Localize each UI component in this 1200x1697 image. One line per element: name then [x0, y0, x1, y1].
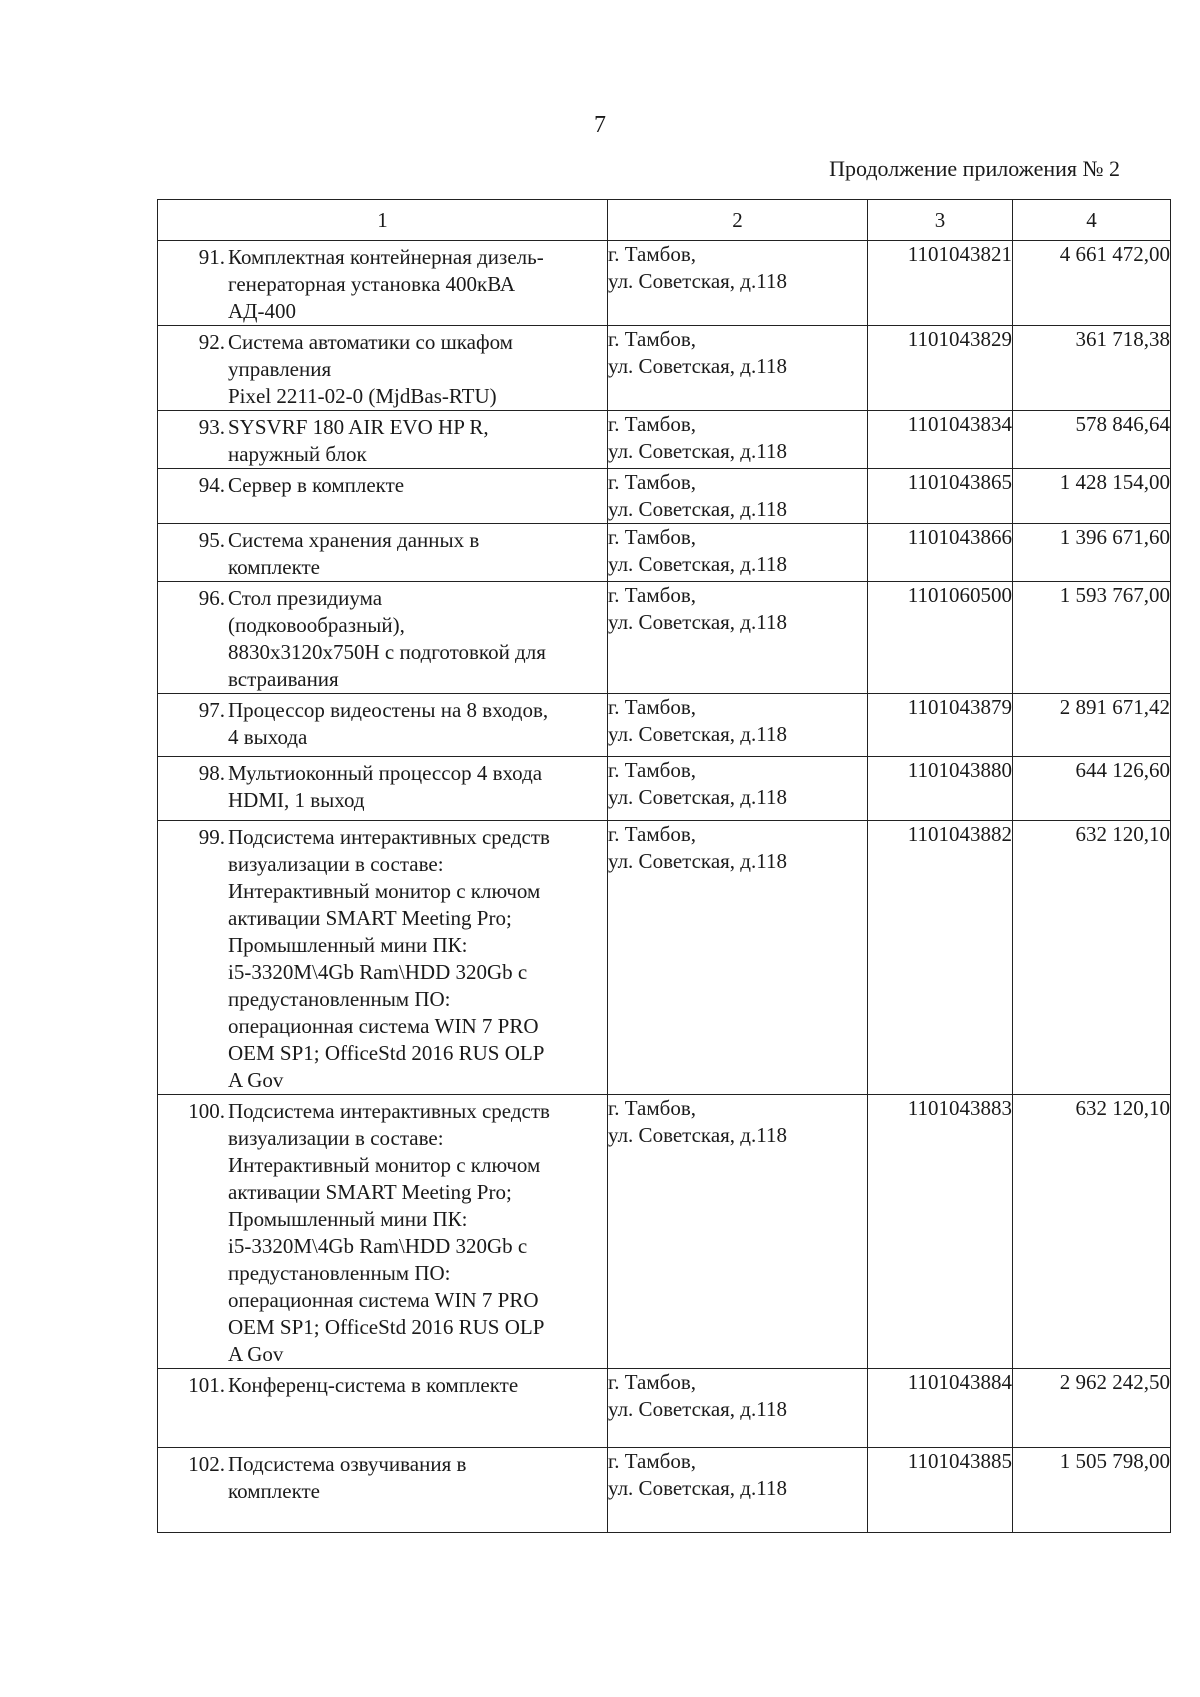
- address-cell: [608, 757, 868, 821]
- item-name-cell: [158, 524, 608, 582]
- column-header-4: 4: [1013, 200, 1171, 241]
- inventory-number-cell: 1101043885: [868, 1448, 1013, 1533]
- item-name: [225, 472, 603, 499]
- address-cell: [608, 582, 868, 694]
- table-row: [158, 694, 1171, 757]
- item-name-line: АД-400: [228, 299, 296, 323]
- cost-cell: 2 891 671,42: [1013, 694, 1171, 757]
- item-name-line: активации SMART Meeting Pro;: [228, 1180, 512, 1204]
- item-number: 101.: [188, 1373, 225, 1397]
- address-cell: [608, 241, 868, 326]
- address-line: г. Тамбов,: [608, 758, 697, 782]
- item-name-cell: [158, 1095, 608, 1369]
- cost-cell: 1 428 154,00: [1013, 469, 1171, 524]
- table-row: [158, 1448, 1171, 1533]
- table-body: [158, 241, 1171, 1533]
- address-line: ул. Советская, д.118: [608, 439, 787, 463]
- item-name-cell: [158, 757, 608, 821]
- item-name-line: встраивания: [228, 667, 339, 691]
- item-name-line: Система автоматики со шкафом: [228, 330, 513, 354]
- item-name-line: A Gov: [228, 1342, 284, 1366]
- column-header-1: 1: [158, 200, 608, 241]
- address-line: г. Тамбов,: [608, 695, 697, 719]
- column-header-2: 2: [608, 200, 868, 241]
- item-name-line: наружный блок: [228, 442, 367, 466]
- item-name: [225, 585, 603, 693]
- item-name-line: предустановленным ПО:: [228, 1261, 451, 1285]
- item-number: 94.: [198, 473, 225, 497]
- item-name-line: Система хранения данных в: [228, 528, 480, 552]
- item-name-cell: [158, 1448, 608, 1533]
- item-name-line: 8830х3120х750Н с подготовкой для: [228, 640, 546, 664]
- item-number: 92.: [198, 330, 225, 354]
- item-name-line: Сервер в комплекте: [228, 473, 405, 497]
- table-row: [158, 241, 1171, 326]
- table-row: [158, 411, 1171, 469]
- address-cell: [608, 411, 868, 469]
- item-name-line: HDMI, 1 выход: [228, 788, 365, 812]
- column-header-3: 3: [868, 200, 1013, 241]
- item-name-line: управления: [228, 357, 332, 381]
- address-line: г. Тамбов,: [608, 1370, 697, 1394]
- address-line: г. Тамбов,: [608, 412, 697, 436]
- item-number: 93.: [198, 415, 225, 439]
- item-number: 97.: [198, 698, 225, 722]
- item-name-line: OEM SP1; OfficeStd 2016 RUS OLP: [228, 1041, 545, 1065]
- inventory-number-cell: 1101043866: [868, 524, 1013, 582]
- item-name-line: визуализации в составе:: [228, 852, 444, 876]
- address-line: ул. Советская, д.118: [608, 610, 787, 634]
- address-line: ул. Советская, д.118: [608, 552, 787, 576]
- address-line: ул. Советская, д.118: [608, 722, 787, 746]
- item-number: 102.: [188, 1452, 225, 1476]
- item-name-line: OEM SP1; OfficeStd 2016 RUS OLP: [228, 1315, 545, 1339]
- cost-cell: 4 661 472,00: [1013, 241, 1171, 326]
- cost-cell: 1 396 671,60: [1013, 524, 1171, 582]
- address-cell: [608, 326, 868, 411]
- item-name: [225, 1451, 603, 1505]
- item-name-line: операционная система WIN 7 PRO: [228, 1288, 539, 1312]
- address-cell: [608, 1369, 868, 1448]
- item-number: 95.: [198, 528, 225, 552]
- item-name: [225, 1372, 603, 1399]
- property-table: [157, 199, 1171, 1533]
- item-name-cell: [158, 694, 608, 757]
- inventory-number-cell: 1101060500: [868, 582, 1013, 694]
- item-name: [225, 697, 603, 751]
- inventory-number-cell: 1101043821: [868, 241, 1013, 326]
- item-name-line: комплекте: [228, 555, 320, 579]
- item-name-cell: [158, 469, 608, 524]
- item-name-line: SYSVRF 180 AIR EVO HP R,: [228, 415, 489, 439]
- item-name-line: Интерактивный монитор с ключом: [228, 1153, 541, 1177]
- item-name-line: A Gov: [228, 1068, 284, 1092]
- address-line: ул. Советская, д.118: [608, 849, 787, 873]
- inventory-number-cell: 1101043879: [868, 694, 1013, 757]
- header-row: [158, 200, 1171, 241]
- table-row: [158, 1369, 1171, 1448]
- item-name: [225, 1098, 603, 1368]
- cost-cell: 632 120,10: [1013, 1095, 1171, 1369]
- address-cell: [608, 821, 868, 1095]
- table-row: [158, 582, 1171, 694]
- item-name-cell: [158, 411, 608, 469]
- address-line: г. Тамбов,: [608, 242, 697, 266]
- item-name-line: Интерактивный монитор с ключом: [228, 879, 541, 903]
- item-name-cell: [158, 326, 608, 411]
- item-name-line: (подковообразный),: [228, 613, 405, 637]
- table-row: [158, 326, 1171, 411]
- address-line: г. Тамбов,: [608, 1449, 697, 1473]
- item-number: 91.: [198, 245, 225, 269]
- item-name-line: комплекте: [228, 1479, 320, 1503]
- address-line: г. Тамбов,: [608, 327, 697, 351]
- item-name-line: генераторная установка 400кВА: [228, 272, 516, 296]
- item-name-line: i5-3320M\4Gb Ram\HDD 320Gb с: [228, 960, 528, 984]
- address-line: ул. Советская, д.118: [608, 354, 787, 378]
- inventory-number-cell: 1101043829: [868, 326, 1013, 411]
- continuation-label: Продолжение приложения № 2: [829, 156, 1120, 181]
- inventory-number-cell: 1101043883: [868, 1095, 1013, 1369]
- address-line: г. Тамбов,: [608, 470, 697, 494]
- item-name: [225, 414, 603, 468]
- cost-cell: 578 846,64: [1013, 411, 1171, 469]
- item-name-line: Промышленный мини ПК:: [228, 933, 468, 957]
- item-name-cell: [158, 241, 608, 326]
- address-line: г. Тамбов,: [608, 583, 697, 607]
- item-name-line: Конференц-система в комплекте: [228, 1373, 519, 1397]
- item-name-cell: [158, 582, 608, 694]
- table-row: [158, 1095, 1171, 1369]
- item-name: [225, 760, 603, 814]
- item-name: [225, 244, 603, 325]
- inventory-number-cell: 1101043882: [868, 821, 1013, 1095]
- address-line: ул. Советская, д.118: [608, 269, 787, 293]
- item-name-line: предустановленным ПО:: [228, 987, 451, 1011]
- cost-cell: 644 126,60: [1013, 757, 1171, 821]
- address-line: ул. Советская, д.118: [608, 1123, 787, 1147]
- address-cell: [608, 469, 868, 524]
- cost-cell: 1 593 767,00: [1013, 582, 1171, 694]
- item-name-line: операционная система WIN 7 PRO: [228, 1014, 539, 1038]
- table-row: [158, 821, 1171, 1095]
- cost-cell: 632 120,10: [1013, 821, 1171, 1095]
- cost-cell: 1 505 798,00: [1013, 1448, 1171, 1533]
- item-name-line: Комплектная контейнерная дизель-: [228, 245, 544, 269]
- table-row: [158, 524, 1171, 582]
- address-line: г. Тамбов,: [608, 525, 697, 549]
- inventory-number-cell: 1101043865: [868, 469, 1013, 524]
- item-name: [225, 329, 603, 410]
- item-name-cell: [158, 1369, 608, 1448]
- item-number: 98.: [198, 761, 225, 785]
- item-number: 96.: [198, 586, 225, 610]
- item-name-line: активации SMART Meeting Pro;: [228, 906, 512, 930]
- address-line: ул. Советская, д.118: [608, 497, 787, 521]
- item-name-cell: [158, 821, 608, 1095]
- item-number: 100.: [188, 1099, 225, 1123]
- address-cell: [608, 1095, 868, 1369]
- address-line: г. Тамбов,: [608, 822, 697, 846]
- inventory-number-cell: 1101043880: [868, 757, 1013, 821]
- item-name-line: Стол президиума: [228, 586, 383, 610]
- cost-cell: 2 962 242,50: [1013, 1369, 1171, 1448]
- address-line: ул. Советская, д.118: [608, 1397, 787, 1421]
- item-number: 99.: [198, 825, 225, 849]
- item-name-line: Процессор видеостены на 8 входов,: [228, 698, 549, 722]
- item-name: [225, 527, 603, 581]
- address-cell: [608, 694, 868, 757]
- cost-cell: 361 718,38: [1013, 326, 1171, 411]
- item-name-line: визуализации в составе:: [228, 1126, 444, 1150]
- item-name-line: Подсистема интерактивных средств: [228, 1099, 550, 1123]
- item-name-line: 4 выхода: [228, 725, 308, 749]
- item-name-line: Подсистема интерактивных средств: [228, 825, 550, 849]
- address-cell: [608, 524, 868, 582]
- item-name-line: Подсистема озвучивания в: [228, 1452, 467, 1476]
- table-row: [158, 469, 1171, 524]
- item-name-line: i5-3320M\4Gb Ram\HDD 320Gb с: [228, 1234, 528, 1258]
- address-line: ул. Советская, д.118: [608, 1476, 787, 1500]
- item-name-line: Мультиоконный процессор 4 входа: [228, 761, 543, 785]
- page-number: 7: [594, 112, 606, 138]
- inventory-number-cell: 1101043884: [868, 1369, 1013, 1448]
- item-name-line: Pixel 2211-02-0 (MjdBas-RTU): [228, 384, 497, 408]
- item-name: [225, 824, 603, 1094]
- inventory-number-cell: 1101043834: [868, 411, 1013, 469]
- address-line: ул. Советская, д.118: [608, 785, 787, 809]
- item-name-line: Промышленный мини ПК:: [228, 1207, 468, 1231]
- table-row: [158, 757, 1171, 821]
- address-line: г. Тамбов,: [608, 1096, 697, 1120]
- address-cell: [608, 1448, 868, 1533]
